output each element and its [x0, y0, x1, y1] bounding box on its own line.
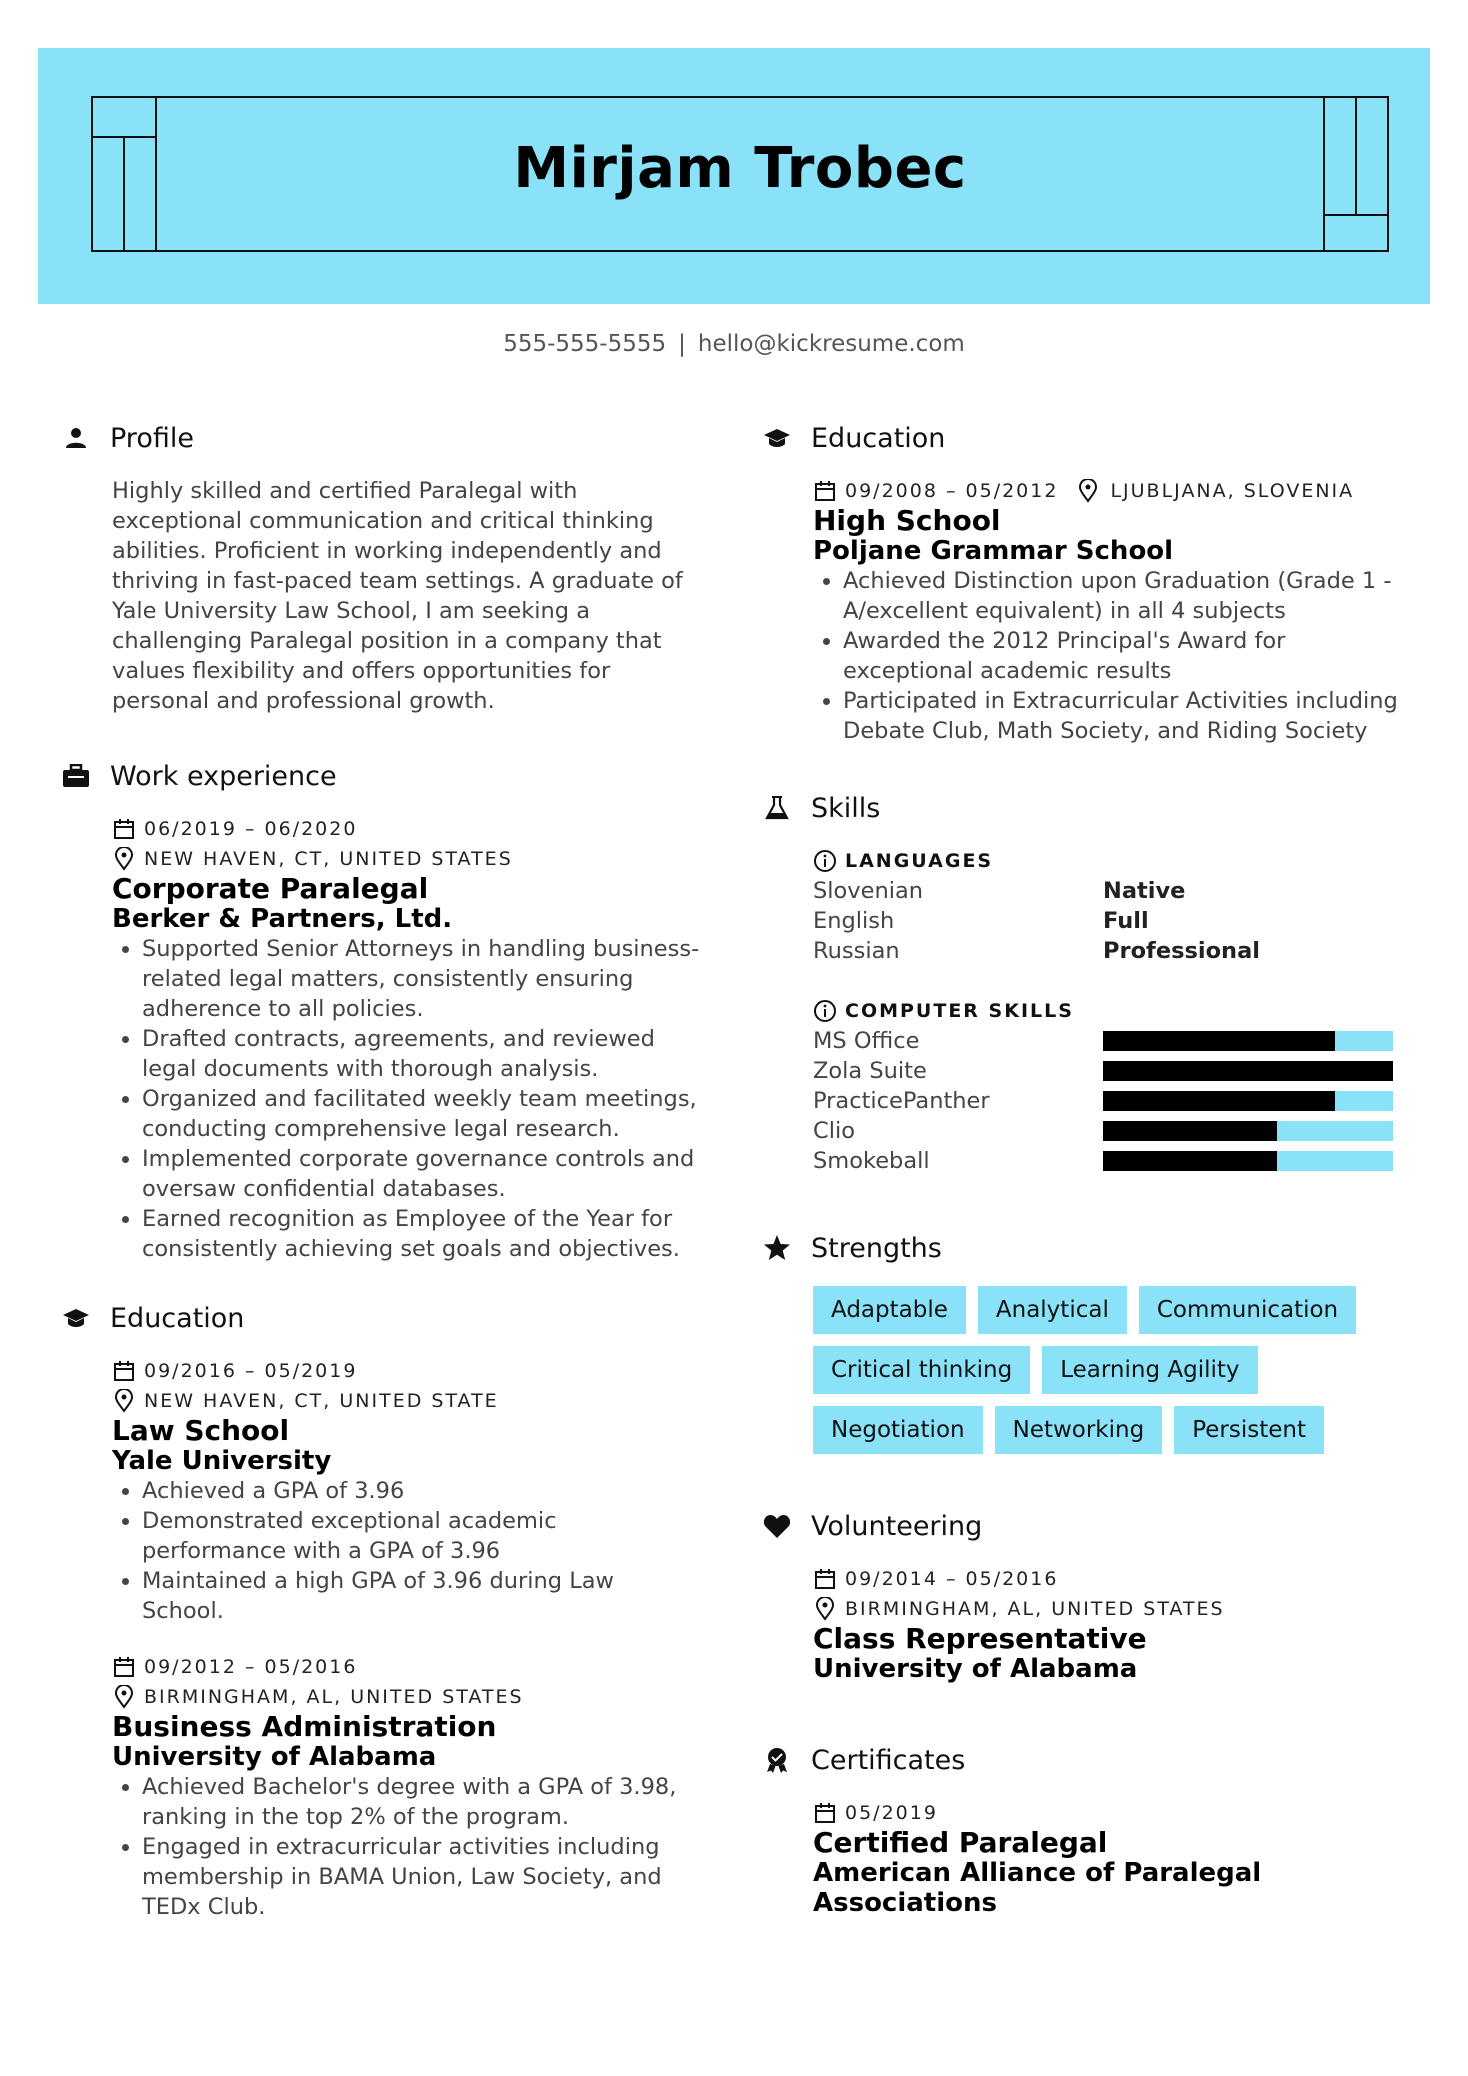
info-icon [813, 849, 837, 873]
skill-level-bar [1103, 1091, 1393, 1111]
skill-name: MS Office [813, 1028, 920, 1054]
entry-title: Certified Paralegal [813, 1826, 1108, 1859]
entry-location: NEW HAVEN, CT, UNITED STATES [144, 848, 513, 870]
bullet-item: • Maintained a high GPA of 3.96 during Law School. [142, 1566, 702, 1626]
skills-section [763, 788, 1403, 1176]
entry-title: Law School [112, 1414, 290, 1447]
skill-name: Smokeball [813, 1148, 930, 1174]
entry-title: Class Representative [813, 1622, 1147, 1655]
phone: 555-555-5555 [503, 331, 667, 357]
calendar-icon [112, 1655, 136, 1679]
calendar-icon [813, 1567, 837, 1591]
skill-level-bar [1103, 1061, 1393, 1081]
skill-level-bar [1103, 1151, 1393, 1171]
entry-title: Business Administration [112, 1710, 497, 1743]
profile-section [62, 418, 702, 716]
bullet-item: • Earned recognition as Employee of the Year for consistently achieving set goals and objectives. [142, 1204, 702, 1264]
entry-org: Poljane Grammar School [813, 536, 1174, 566]
entry-bullets [112, 934, 702, 1264]
entry-dates: 09/2014 – 05/2016 [845, 1568, 1059, 1590]
strength-tag: Communication [1139, 1286, 1356, 1334]
contact-line [0, 331, 1468, 357]
calendar-icon [112, 1359, 136, 1383]
entry-bullets [112, 1476, 702, 1626]
skill-level-bar [1103, 1121, 1393, 1141]
language-name: English [813, 908, 895, 934]
entry-org: Yale University [112, 1446, 332, 1476]
entry-location: NEW HAVEN, CT, UNITED STATE [144, 1390, 499, 1412]
entry-org: Berker & Partners, Ltd. [112, 904, 453, 934]
section-title: Profile [110, 422, 194, 454]
calendar-icon [112, 817, 136, 841]
bullet-item: • Achieved Distinction upon Graduation (Grade 1 - A/excellent equivalent) in all 4 subjects [843, 566, 1403, 626]
language-row [813, 936, 1403, 966]
location-pin-icon [112, 847, 136, 871]
flask-icon [763, 794, 791, 822]
skill-name: PracticePanther [813, 1088, 990, 1114]
entry-org: University of Alabama [112, 1742, 437, 1772]
left-column [62, 418, 702, 1966]
calendar-icon [813, 479, 837, 503]
section-title: Education [811, 422, 946, 454]
skill-category-label: COMPUTER SKILLS [845, 1000, 1074, 1022]
computer-skill-row [813, 1026, 1403, 1056]
strength-tag: Learning Agility [1042, 1346, 1257, 1394]
section-title: Certificates [811, 1744, 966, 1776]
star-icon [763, 1234, 791, 1262]
location-pin-icon [112, 1685, 136, 1709]
heart-icon [763, 1512, 791, 1540]
computer-skill-row [813, 1086, 1403, 1116]
computer-skill-row [813, 1146, 1403, 1176]
entry-org: American Alliance of Paralegal Associations [813, 1858, 1262, 1918]
strength-tag: Networking [995, 1406, 1163, 1454]
certificate-entry [813, 1798, 1403, 1918]
language-row [813, 906, 1403, 936]
header-frame [91, 96, 1389, 252]
graduation-cap-icon [62, 1304, 90, 1332]
section-title: Strengths [811, 1232, 942, 1264]
skill-category-label: LANGUAGES [845, 850, 994, 872]
contact-separator: | [678, 331, 686, 357]
header-band [38, 48, 1430, 304]
bullet-item: • Drafted contracts, agreements, and reviewed legal documents with thorough analysis. [142, 1024, 702, 1084]
section-title: Education [110, 1302, 245, 1334]
education-entry [112, 1356, 702, 1626]
location-pin-icon [112, 1389, 136, 1413]
computer-skill-row [813, 1116, 1403, 1146]
entry-title: Corporate Paralegal [112, 872, 429, 905]
bullet-item: • Achieved a GPA of 3.96 [142, 1476, 702, 1506]
entry-location: BIRMINGHAM, AL, UNITED STATES [144, 1686, 524, 1708]
strength-tag: Critical thinking [813, 1346, 1030, 1394]
award-ribbon-icon [763, 1746, 791, 1774]
section-title: Work experience [110, 760, 337, 792]
location-pin-icon [813, 1597, 837, 1621]
language-level: Full [1103, 908, 1149, 934]
strength-tag: Persistent [1174, 1406, 1324, 1454]
computer-skill-row [813, 1056, 1403, 1086]
bullet-item: • Demonstrated exceptional academic performance with a GPA of 3.96 [142, 1506, 702, 1566]
education-entry [112, 1652, 702, 1922]
volunteering-section [763, 1506, 1403, 1684]
language-row [813, 876, 1403, 906]
education-entry [813, 476, 1403, 746]
language-level: Professional [1103, 938, 1260, 964]
bullet-item: • Implemented corporate governance controls and oversaw confidential databases. [142, 1144, 702, 1204]
entry-bullets [813, 566, 1403, 746]
info-icon [813, 999, 837, 1023]
certificates-section [763, 1740, 1403, 1918]
briefcase-icon [62, 762, 90, 790]
language-level: Native [1103, 878, 1186, 904]
bullet-item: • Supported Senior Attorneys in handling business-related legal matters, consistently ensuring adherence to all policies. [142, 934, 702, 1024]
person-icon [62, 424, 90, 452]
entry-dates: 09/2012 – 05/2016 [144, 1656, 358, 1678]
skill-level-bar [1103, 1031, 1393, 1051]
candidate-name: Mirjam Trobec [513, 136, 967, 201]
skill-name: Clio [813, 1118, 855, 1144]
language-name: Russian [813, 938, 900, 964]
entry-dates: 09/2008 – 05/2012 [845, 480, 1059, 502]
education-section [62, 1298, 702, 1922]
entry-title: High School [813, 504, 1001, 537]
work-entry [112, 814, 702, 1264]
entry-org: University of Alabama [813, 1654, 1138, 1684]
volunteering-entry [813, 1564, 1403, 1684]
bullet-item: • Organized and facilitated weekly team meetings, conducting comprehensive legal research. [142, 1084, 702, 1144]
work-section [62, 756, 702, 1264]
entry-bullets [112, 1772, 702, 1922]
bullet-item: • Achieved Bachelor's degree with a GPA of 3.98, ranking in the top 2% of the program. [142, 1772, 702, 1832]
strength-tag: Analytical [978, 1286, 1127, 1334]
entry-location: BIRMINGHAM, AL, UNITED STATES [845, 1598, 1225, 1620]
profile-text: Highly skilled and certified Paralegal with exceptional communication and critical thinking abilities. Proficient in working independently and thriving in fast-paced team settings. A graduate of Yale University Law School, I am seeking a challenging Paralegal position in a company that values flexibility and offers opportunities for personal and professional growth. [112, 478, 683, 714]
entry-dates: 05/2019 [845, 1802, 938, 1824]
language-name: Slovenian [813, 878, 924, 904]
right-column [763, 418, 1403, 1962]
bullet-item: • Engaged in extracurricular activities including membership in BAMA Union, Law Society, and TEDx Club. [142, 1832, 702, 1922]
education-section-right [763, 418, 1403, 746]
entry-dates: 06/2019 – 06/2020 [144, 818, 358, 840]
section-title: Volunteering [811, 1510, 983, 1542]
strength-tags [813, 1286, 1413, 1454]
calendar-icon [813, 1801, 837, 1825]
entry-dates: 09/2016 – 05/2019 [144, 1360, 358, 1382]
strength-tag: Negotiation [813, 1406, 983, 1454]
bullet-item: • Participated in Extracurricular Activities including Debate Club, Math Society, and Riding Society [843, 686, 1403, 746]
location-pin-icon [1076, 479, 1100, 503]
entry-location: LJUBLJANA, SLOVENIA [1110, 480, 1355, 502]
graduation-cap-icon [763, 424, 791, 452]
strengths-section [763, 1228, 1403, 1454]
bullet-item: • Awarded the 2012 Principal's Award for exceptional academic results [843, 626, 1403, 686]
section-title: Skills [811, 792, 881, 824]
strength-tag: Adaptable [813, 1286, 966, 1334]
email: hello@kickresume.com [697, 331, 965, 357]
skill-name: Zola Suite [813, 1058, 927, 1084]
